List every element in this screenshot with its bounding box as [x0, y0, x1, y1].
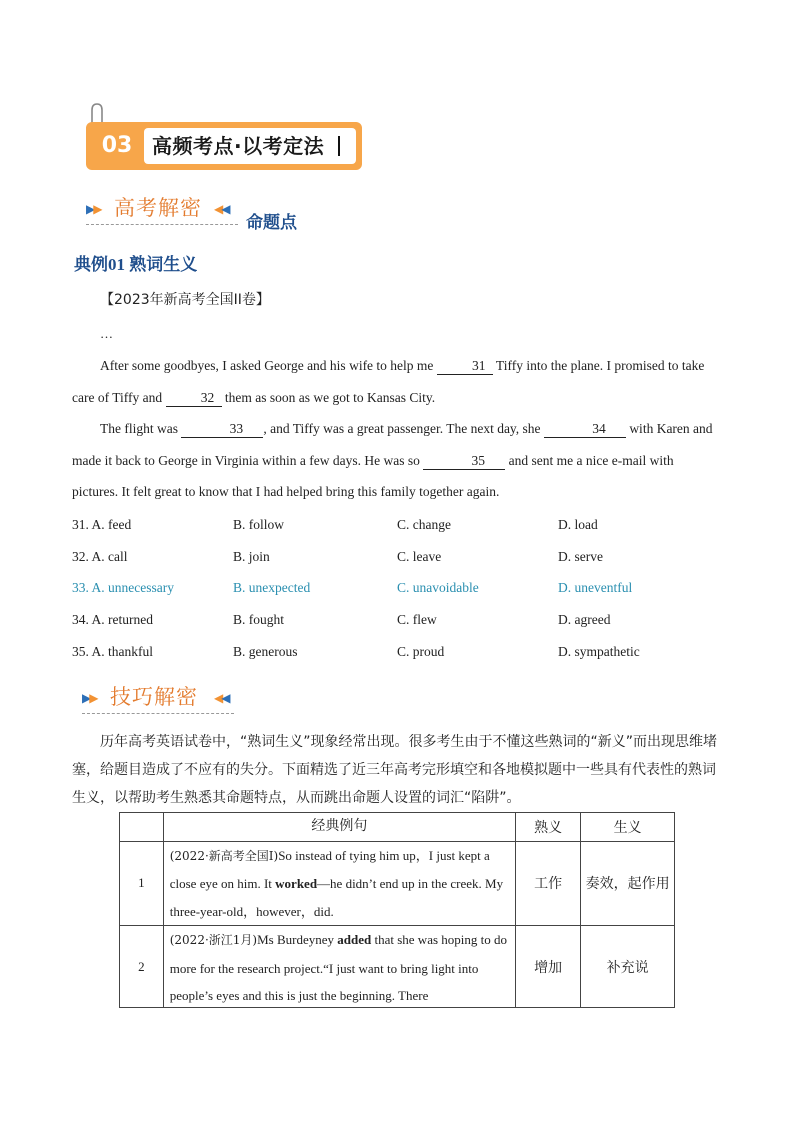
double-arrow-right-icon: ▶▶ [86, 202, 101, 216]
blank-35: 35 [423, 453, 505, 470]
section-heading-text: 技巧解密 [110, 685, 198, 709]
sub-label-mingtidian: 命题点 [246, 213, 297, 233]
options-row-34: 34. A. returned B. fought C. flew D. agreed [72, 612, 611, 627]
text-cursor [338, 136, 340, 156]
row-new-meaning: 奏效，起作用 [581, 841, 675, 926]
passage-paragraph-1: After some goodbyes, I asked George and his wife to help me 31 Tiffy into the plane. I promised to take care of Tiffy and 32 them as soon as we got to Kansas City. [72, 358, 705, 405]
banner-number: 03 [101, 133, 133, 158]
options-row-31: 31. A. feed B. follow C. change D. load [72, 517, 598, 532]
table-row [120, 926, 675, 1008]
passage-ellipsis: … [100, 326, 113, 341]
options-row-32: 32. A. call B. join C. leave D. serve [72, 549, 603, 564]
options-row-33: 33. A. unnecessary B. unexpected C. unavoidable D. uneventful [72, 580, 633, 595]
double-arrow-right-icon: ▶▶ [82, 691, 97, 705]
row-num: 1 [120, 841, 164, 926]
row-familiar-meaning: 工作 [515, 841, 580, 926]
passage-source: 【2023年新高考全国II卷】 [100, 292, 270, 308]
passage-paragraph-2: The flight was 33 , and Tiffy was a great passenger. The next day, she 34 with Karen and made it back to George in Virginia within a few days. He was so 35 and sent me a nice e-mail with pictures. It felt great to know that I had helped bring this family together again. [72, 421, 713, 499]
section-heading-text: 高考解密 [114, 196, 202, 220]
row-familiar-meaning: 增加 [515, 926, 580, 1008]
header-sentence: 经典例句 [163, 813, 515, 842]
blank-31: 31 [437, 358, 493, 375]
row-num: 2 [120, 926, 164, 1008]
banner-title-box [144, 128, 356, 164]
banner-title: 高频考点·以考定法 [152, 134, 325, 158]
blank-32: 32 [166, 390, 222, 407]
double-arrow-left-icon: ◀◀ [214, 202, 229, 216]
header-new-meaning: 生义 [581, 813, 675, 842]
section-heading-gaokao [86, 192, 238, 228]
example-title: 典例01 熟词生义 [74, 255, 198, 274]
table-header-row [120, 813, 675, 842]
double-arrow-left-icon: ◀◀ [214, 691, 229, 705]
header-familiar-meaning: 熟义 [515, 813, 580, 842]
blank-34: 34 [544, 421, 626, 438]
dashed-divider [86, 224, 238, 225]
section-heading-jiqiao [82, 681, 234, 717]
header-num [120, 813, 164, 842]
row-sentence: (2022·新高考全国Ⅰ)So instead of tying him up，I just kept a close eye on him. It worked—he didn’t end up in the creek. My three-year-old，however，did. [163, 841, 515, 926]
examples-table [119, 812, 675, 1008]
blank-33: 33 [181, 421, 263, 438]
section-banner [86, 122, 362, 170]
dashed-divider [82, 713, 234, 714]
row-new-meaning: 补充说 [581, 926, 675, 1008]
options-row-35: 35. A. thankful B. generous C. proud D. sympathetic [72, 644, 640, 659]
table-row [120, 841, 675, 926]
row-sentence: (2022·浙江1月)Ms Burdeyney added that she was hoping to do more for the research project.“I just want to bring light into people’s eyes and this is just the beginning. There [163, 926, 515, 1008]
intro-paragraph: 历年高考英语试卷中，“熟词生义”现象经常出现。很多考生由于不懂这些熟词的“新义”而出现思维堵塞，给题目造成了不应有的失分。下面精选了近三年高考完形填空和各地模拟题中一些具有代表性的熟词生义，以帮助考生熟悉其命题特点，从而跳出命题人设置的词汇“陷阱”。 [72, 734, 718, 806]
